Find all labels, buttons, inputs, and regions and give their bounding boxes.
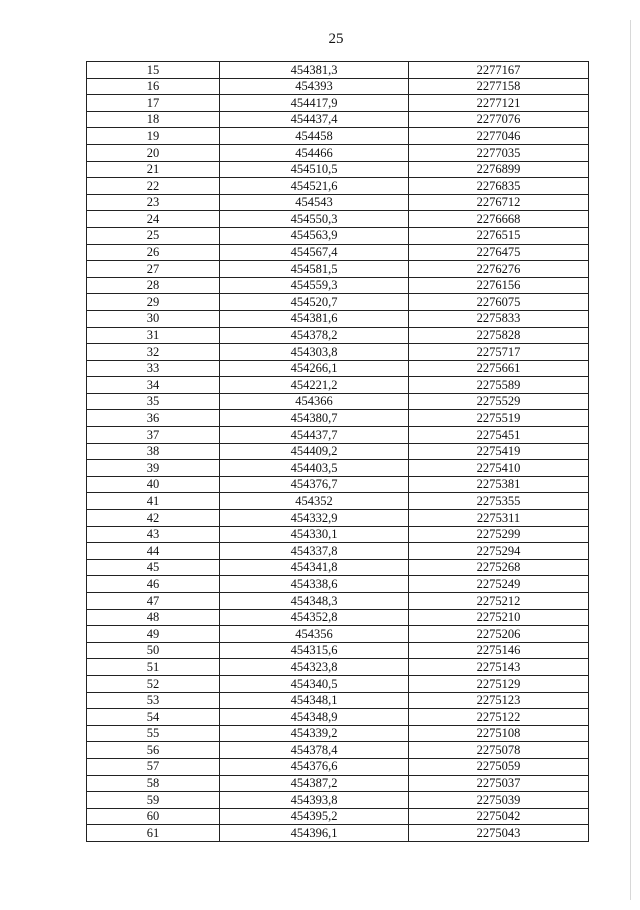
point-number-cell: 49 xyxy=(87,626,220,643)
point-number-cell: 40 xyxy=(87,476,220,493)
table-row xyxy=(87,327,589,344)
x-coordinate-cell: 454338,6 xyxy=(220,576,409,593)
x-coordinate-cell: 454559,3 xyxy=(220,277,409,294)
point-number-cell: 41 xyxy=(87,493,220,510)
point-number-cell: 57 xyxy=(87,758,220,775)
x-coordinate-cell: 454348,9 xyxy=(220,709,409,726)
y-coordinate-cell: 2275059 xyxy=(409,758,589,775)
y-coordinate-cell: 2276899 xyxy=(409,161,589,178)
y-coordinate-cell: 2277046 xyxy=(409,128,589,145)
x-coordinate-cell: 454315,6 xyxy=(220,642,409,659)
table-row xyxy=(87,62,589,79)
x-coordinate-cell: 454378,4 xyxy=(220,742,409,759)
table-row xyxy=(87,493,589,510)
x-coordinate-cell: 454378,2 xyxy=(220,327,409,344)
x-coordinate-cell: 454341,8 xyxy=(220,559,409,576)
y-coordinate-cell: 2275268 xyxy=(409,559,589,576)
x-coordinate-cell: 454550,3 xyxy=(220,211,409,228)
x-coordinate-cell: 454563,9 xyxy=(220,227,409,244)
table-row xyxy=(87,277,589,294)
table-row xyxy=(87,128,589,145)
x-coordinate-cell: 454381,3 xyxy=(220,62,409,79)
y-coordinate-cell: 2275299 xyxy=(409,526,589,543)
y-coordinate-cell: 2275108 xyxy=(409,725,589,742)
table-row xyxy=(87,526,589,543)
point-number-cell: 32 xyxy=(87,344,220,361)
x-coordinate-cell: 454339,2 xyxy=(220,725,409,742)
x-coordinate-cell: 454393,8 xyxy=(220,792,409,809)
table-row xyxy=(87,393,589,410)
table-row xyxy=(87,642,589,659)
x-coordinate-cell: 454352 xyxy=(220,493,409,510)
point-number-cell: 47 xyxy=(87,593,220,610)
y-coordinate-cell: 2275143 xyxy=(409,659,589,676)
point-number-cell: 43 xyxy=(87,526,220,543)
y-coordinate-cell: 2275833 xyxy=(409,310,589,327)
y-coordinate-cell: 2277167 xyxy=(409,62,589,79)
table-row xyxy=(87,111,589,128)
point-number-cell: 23 xyxy=(87,194,220,211)
table-row xyxy=(87,95,589,112)
table-row xyxy=(87,144,589,161)
table-row xyxy=(87,360,589,377)
x-coordinate-cell: 454221,2 xyxy=(220,377,409,394)
x-coordinate-cell: 454521,6 xyxy=(220,178,409,195)
y-coordinate-cell: 2275122 xyxy=(409,709,589,726)
y-coordinate-cell: 2275717 xyxy=(409,344,589,361)
y-coordinate-cell: 2275146 xyxy=(409,642,589,659)
point-number-cell: 31 xyxy=(87,327,220,344)
point-number-cell: 27 xyxy=(87,261,220,278)
point-number-cell: 30 xyxy=(87,310,220,327)
y-coordinate-cell: 2276515 xyxy=(409,227,589,244)
y-coordinate-cell: 2276668 xyxy=(409,211,589,228)
x-coordinate-cell: 454403,5 xyxy=(220,460,409,477)
point-number-cell: 34 xyxy=(87,377,220,394)
y-coordinate-cell: 2275042 xyxy=(409,808,589,825)
x-coordinate-cell: 454340,5 xyxy=(220,675,409,692)
x-coordinate-cell: 454303,8 xyxy=(220,344,409,361)
y-coordinate-cell: 2275043 xyxy=(409,825,589,842)
table-row xyxy=(87,808,589,825)
x-coordinate-cell: 454380,7 xyxy=(220,410,409,427)
table-row xyxy=(87,626,589,643)
y-coordinate-cell: 2277076 xyxy=(409,111,589,128)
point-number-cell: 36 xyxy=(87,410,220,427)
point-number-cell: 56 xyxy=(87,742,220,759)
table-row xyxy=(87,211,589,228)
point-number-cell: 28 xyxy=(87,277,220,294)
y-coordinate-cell: 2275451 xyxy=(409,427,589,444)
y-coordinate-cell: 2275039 xyxy=(409,792,589,809)
point-number-cell: 19 xyxy=(87,128,220,145)
y-coordinate-cell: 2277158 xyxy=(409,78,589,95)
point-number-cell: 15 xyxy=(87,62,220,79)
x-coordinate-cell: 454387,2 xyxy=(220,775,409,792)
table-row xyxy=(87,758,589,775)
table-row xyxy=(87,775,589,792)
table-row xyxy=(87,344,589,361)
y-coordinate-cell: 2275589 xyxy=(409,377,589,394)
point-number-cell: 39 xyxy=(87,460,220,477)
x-coordinate-cell: 454376,6 xyxy=(220,758,409,775)
y-coordinate-cell: 2275078 xyxy=(409,742,589,759)
y-coordinate-cell: 2277035 xyxy=(409,144,589,161)
table-row xyxy=(87,742,589,759)
table-row xyxy=(87,825,589,842)
point-number-cell: 35 xyxy=(87,393,220,410)
table-row xyxy=(87,725,589,742)
coordinates-table-body xyxy=(87,62,589,842)
table-row xyxy=(87,227,589,244)
point-number-cell: 24 xyxy=(87,211,220,228)
x-coordinate-cell: 454266,1 xyxy=(220,360,409,377)
y-coordinate-cell: 2275311 xyxy=(409,510,589,527)
point-number-cell: 22 xyxy=(87,178,220,195)
table-row xyxy=(87,294,589,311)
y-coordinate-cell: 2275355 xyxy=(409,493,589,510)
x-coordinate-cell: 454337,8 xyxy=(220,543,409,560)
y-coordinate-cell: 2275519 xyxy=(409,410,589,427)
point-number-cell: 58 xyxy=(87,775,220,792)
y-coordinate-cell: 2275249 xyxy=(409,576,589,593)
x-coordinate-cell: 454330,1 xyxy=(220,526,409,543)
table-row xyxy=(87,659,589,676)
y-coordinate-cell: 2275123 xyxy=(409,692,589,709)
table-row xyxy=(87,476,589,493)
table-row xyxy=(87,576,589,593)
point-number-cell: 54 xyxy=(87,709,220,726)
y-coordinate-cell: 2275037 xyxy=(409,775,589,792)
x-coordinate-cell: 454366 xyxy=(220,393,409,410)
table-row xyxy=(87,543,589,560)
point-number-cell: 42 xyxy=(87,510,220,527)
y-coordinate-cell: 2275294 xyxy=(409,543,589,560)
y-coordinate-cell: 2275129 xyxy=(409,675,589,692)
table-row xyxy=(87,178,589,195)
table-row xyxy=(87,194,589,211)
x-coordinate-cell: 454332,9 xyxy=(220,510,409,527)
table-row xyxy=(87,161,589,178)
point-number-cell: 60 xyxy=(87,808,220,825)
y-coordinate-cell: 2275410 xyxy=(409,460,589,477)
y-coordinate-cell: 2275212 xyxy=(409,593,589,610)
x-coordinate-cell: 454409,2 xyxy=(220,443,409,460)
y-coordinate-cell: 2275661 xyxy=(409,360,589,377)
point-number-cell: 53 xyxy=(87,692,220,709)
x-coordinate-cell: 454348,3 xyxy=(220,593,409,610)
point-number-cell: 20 xyxy=(87,144,220,161)
table-row xyxy=(87,443,589,460)
page-edge-line xyxy=(630,20,631,900)
y-coordinate-cell: 2276835 xyxy=(409,178,589,195)
x-coordinate-cell: 454396,1 xyxy=(220,825,409,842)
x-coordinate-cell: 454437,7 xyxy=(220,427,409,444)
y-coordinate-cell: 2276075 xyxy=(409,294,589,311)
point-number-cell: 51 xyxy=(87,659,220,676)
y-coordinate-cell: 2276475 xyxy=(409,244,589,261)
point-number-cell: 46 xyxy=(87,576,220,593)
y-coordinate-cell: 2275828 xyxy=(409,327,589,344)
point-number-cell: 16 xyxy=(87,78,220,95)
x-coordinate-cell: 454356 xyxy=(220,626,409,643)
table-row xyxy=(87,593,589,610)
point-number-cell: 37 xyxy=(87,427,220,444)
point-number-cell: 45 xyxy=(87,559,220,576)
table-row xyxy=(87,78,589,95)
x-coordinate-cell: 454417,9 xyxy=(220,95,409,112)
table-row xyxy=(87,410,589,427)
table-row xyxy=(87,310,589,327)
x-coordinate-cell: 454543 xyxy=(220,194,409,211)
point-number-cell: 59 xyxy=(87,792,220,809)
table-row xyxy=(87,460,589,477)
y-coordinate-cell: 2275419 xyxy=(409,443,589,460)
point-number-cell: 17 xyxy=(87,95,220,112)
point-number-cell: 25 xyxy=(87,227,220,244)
x-coordinate-cell: 454581,5 xyxy=(220,261,409,278)
x-coordinate-cell: 454520,7 xyxy=(220,294,409,311)
table-row xyxy=(87,792,589,809)
table-row xyxy=(87,510,589,527)
x-coordinate-cell: 454458 xyxy=(220,128,409,145)
y-coordinate-cell: 2275210 xyxy=(409,609,589,626)
table-row xyxy=(87,427,589,444)
x-coordinate-cell: 454323,8 xyxy=(220,659,409,676)
coordinates-table xyxy=(86,61,589,842)
table-row xyxy=(87,261,589,278)
point-number-cell: 61 xyxy=(87,825,220,842)
y-coordinate-cell: 2276276 xyxy=(409,261,589,278)
page-number: 25 xyxy=(328,31,344,47)
table-row xyxy=(87,377,589,394)
y-coordinate-cell: 2275529 xyxy=(409,393,589,410)
y-coordinate-cell: 2276156 xyxy=(409,277,589,294)
point-number-cell: 33 xyxy=(87,360,220,377)
table-row xyxy=(87,244,589,261)
x-coordinate-cell: 454352,8 xyxy=(220,609,409,626)
table-row xyxy=(87,559,589,576)
point-number-cell: 18 xyxy=(87,111,220,128)
point-number-cell: 26 xyxy=(87,244,220,261)
x-coordinate-cell: 454381,6 xyxy=(220,310,409,327)
y-coordinate-cell: 2277121 xyxy=(409,95,589,112)
point-number-cell: 48 xyxy=(87,609,220,626)
x-coordinate-cell: 454393 xyxy=(220,78,409,95)
x-coordinate-cell: 454567,4 xyxy=(220,244,409,261)
x-coordinate-cell: 454510,5 xyxy=(220,161,409,178)
table-row xyxy=(87,609,589,626)
x-coordinate-cell: 454348,1 xyxy=(220,692,409,709)
point-number-cell: 55 xyxy=(87,725,220,742)
point-number-cell: 29 xyxy=(87,294,220,311)
table-row xyxy=(87,675,589,692)
point-number-cell: 44 xyxy=(87,543,220,560)
x-coordinate-cell: 454437,4 xyxy=(220,111,409,128)
y-coordinate-cell: 2275206 xyxy=(409,626,589,643)
table-row xyxy=(87,692,589,709)
x-coordinate-cell: 454395,2 xyxy=(220,808,409,825)
point-number-cell: 38 xyxy=(87,443,220,460)
point-number-cell: 50 xyxy=(87,642,220,659)
x-coordinate-cell: 454466 xyxy=(220,144,409,161)
table-row xyxy=(87,709,589,726)
y-coordinate-cell: 2276712 xyxy=(409,194,589,211)
point-number-cell: 52 xyxy=(87,675,220,692)
y-coordinate-cell: 2275381 xyxy=(409,476,589,493)
point-number-cell: 21 xyxy=(87,161,220,178)
x-coordinate-cell: 454376,7 xyxy=(220,476,409,493)
